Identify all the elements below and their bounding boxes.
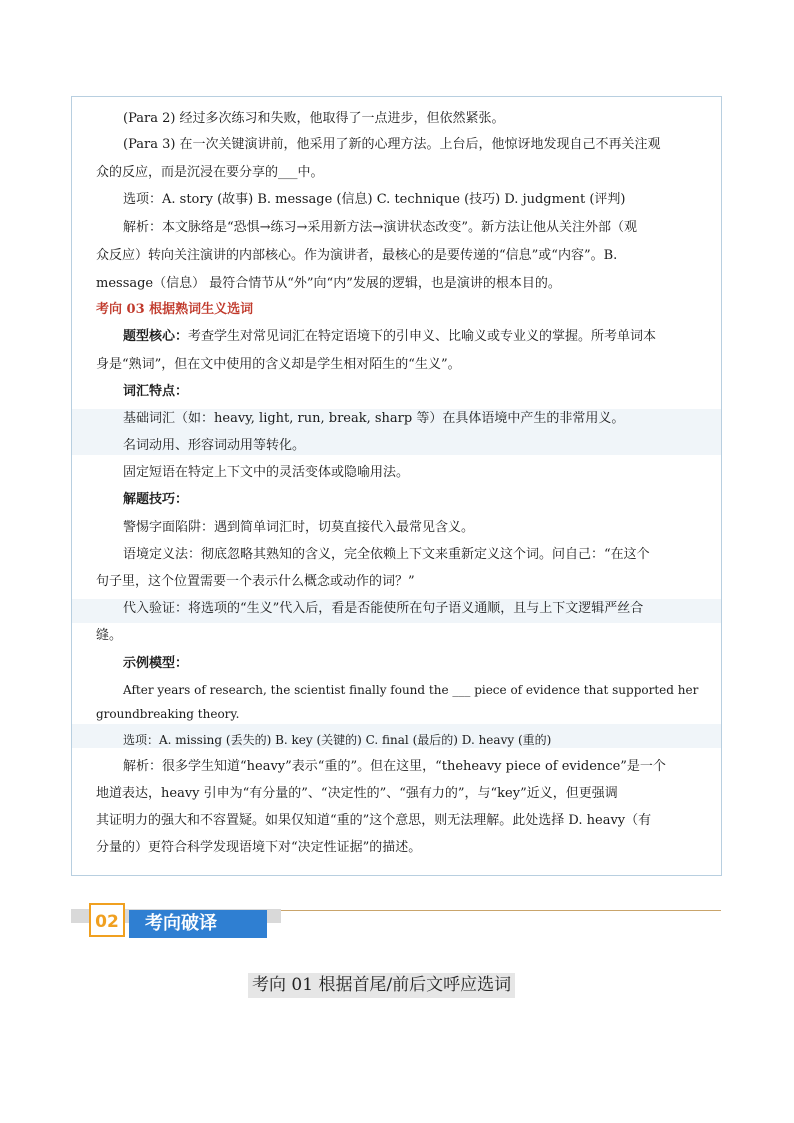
text-line: 身是“熟词”，但在文中使用的含义却是学生相对陌生的“生义”。 <box>96 357 461 372</box>
text-line: message（信息） 最符合情节从“外”向“内”发展的逻辑，也是演讲的根本目的。 <box>96 276 561 291</box>
text-line: (Para 3) 在一次关键演讲前，他采用了新的心理方法。上台后，他惊讶地发现自己不再关注观 <box>123 137 661 152</box>
subheading: 考向 01 根据首尾/前后文呼应选词 <box>248 973 515 998</box>
text-line: 考查学生对常见词汇在特定语境下的引申义、比喻义或专业义的掌握。所考单词本 <box>188 329 657 344</box>
text-line: After years of research, the scientist finally found the ___ piece of evidence that supported her <box>123 683 699 697</box>
text-line: 缝。 <box>96 628 123 643</box>
text-line: 选项：A. missing (丢失的) B. key (关键的) C. final (最后的) D. heavy (重的) <box>123 733 552 747</box>
text-line: 基础词汇（如：heavy, light, run, break, sharp 等）在具体语境中产生的非常用义。 <box>123 411 625 426</box>
text-line: 句子里，这个位置需要一个表示什么概念或动作的词？” <box>96 574 415 589</box>
text-line: 众反应）转向关注演讲的内部核心。作为演讲者，最核心的是要传递的“信息”或“内容”。B. <box>96 248 618 263</box>
section-number: 02 <box>89 903 125 937</box>
text-line: 固定短语在特定上下文中的灵活变体或隐喻用法。 <box>123 465 410 480</box>
text-line: 选项：A. story (故事) B. message (信息) C. technique (技巧) D. judgment (评判) <box>123 192 626 207</box>
text-line: (Para 2) 经过多次练习和失败，他取得了一点进步，但依然紧张。 <box>123 111 505 126</box>
label-core: 题型核心： <box>123 329 189 344</box>
text-line: 解析：本文脉络是“恐惧→练习→采用新方法→演讲状态改变”。新方法让他从关注外部（观 <box>123 220 637 235</box>
text-line: 其证明力的强大和不容置疑。如果仅知道“重的”这个意思，则无法理解。此处选择 D. heavy（有 <box>96 813 652 828</box>
text-line: 解析：很多学生知道“heavy”表示“重的”。但在这里，“theheavy piece of evidence”是一个 <box>123 759 666 774</box>
text-line: 众的反应，而是沉浸在要分享的___中。 <box>96 165 324 180</box>
label-tips: 解题技巧： <box>123 492 189 507</box>
content-box <box>71 96 722 876</box>
text-line: 名词动用、形容词动用等转化。 <box>123 438 306 453</box>
text-line: 语境定义法：彻底忽略其熟知的含义，完全依赖上下文来重新定义这个词。问自己：“在这个 <box>123 547 650 562</box>
label-example: 示例模型： <box>123 656 189 671</box>
section-header <box>71 903 721 943</box>
subsection-heading: 考向 03 根据熟词生义选词 <box>96 302 254 317</box>
text-line: 警惕字面陷阱：遇到简单词汇时，切莫直接代入最常见含义。 <box>123 520 475 535</box>
section-title: 考向破译 <box>129 910 267 938</box>
text-line: groundbreaking theory. <box>96 707 240 721</box>
label-vocab: 词汇特点： <box>123 384 189 399</box>
text-line: 分量的）更符合科学发现语境下对“决定性证据”的描述。 <box>96 840 422 855</box>
text-line: 地道表达，heavy 引申为“有分量的”、“决定性的”、“强有力的”，与“key”近义，但更强调 <box>96 786 618 801</box>
text-line: 代入验证：将选项的“生义”代入后，看是否能使所在句子语义通顺，且与上下文逻辑严丝合 <box>123 601 644 616</box>
